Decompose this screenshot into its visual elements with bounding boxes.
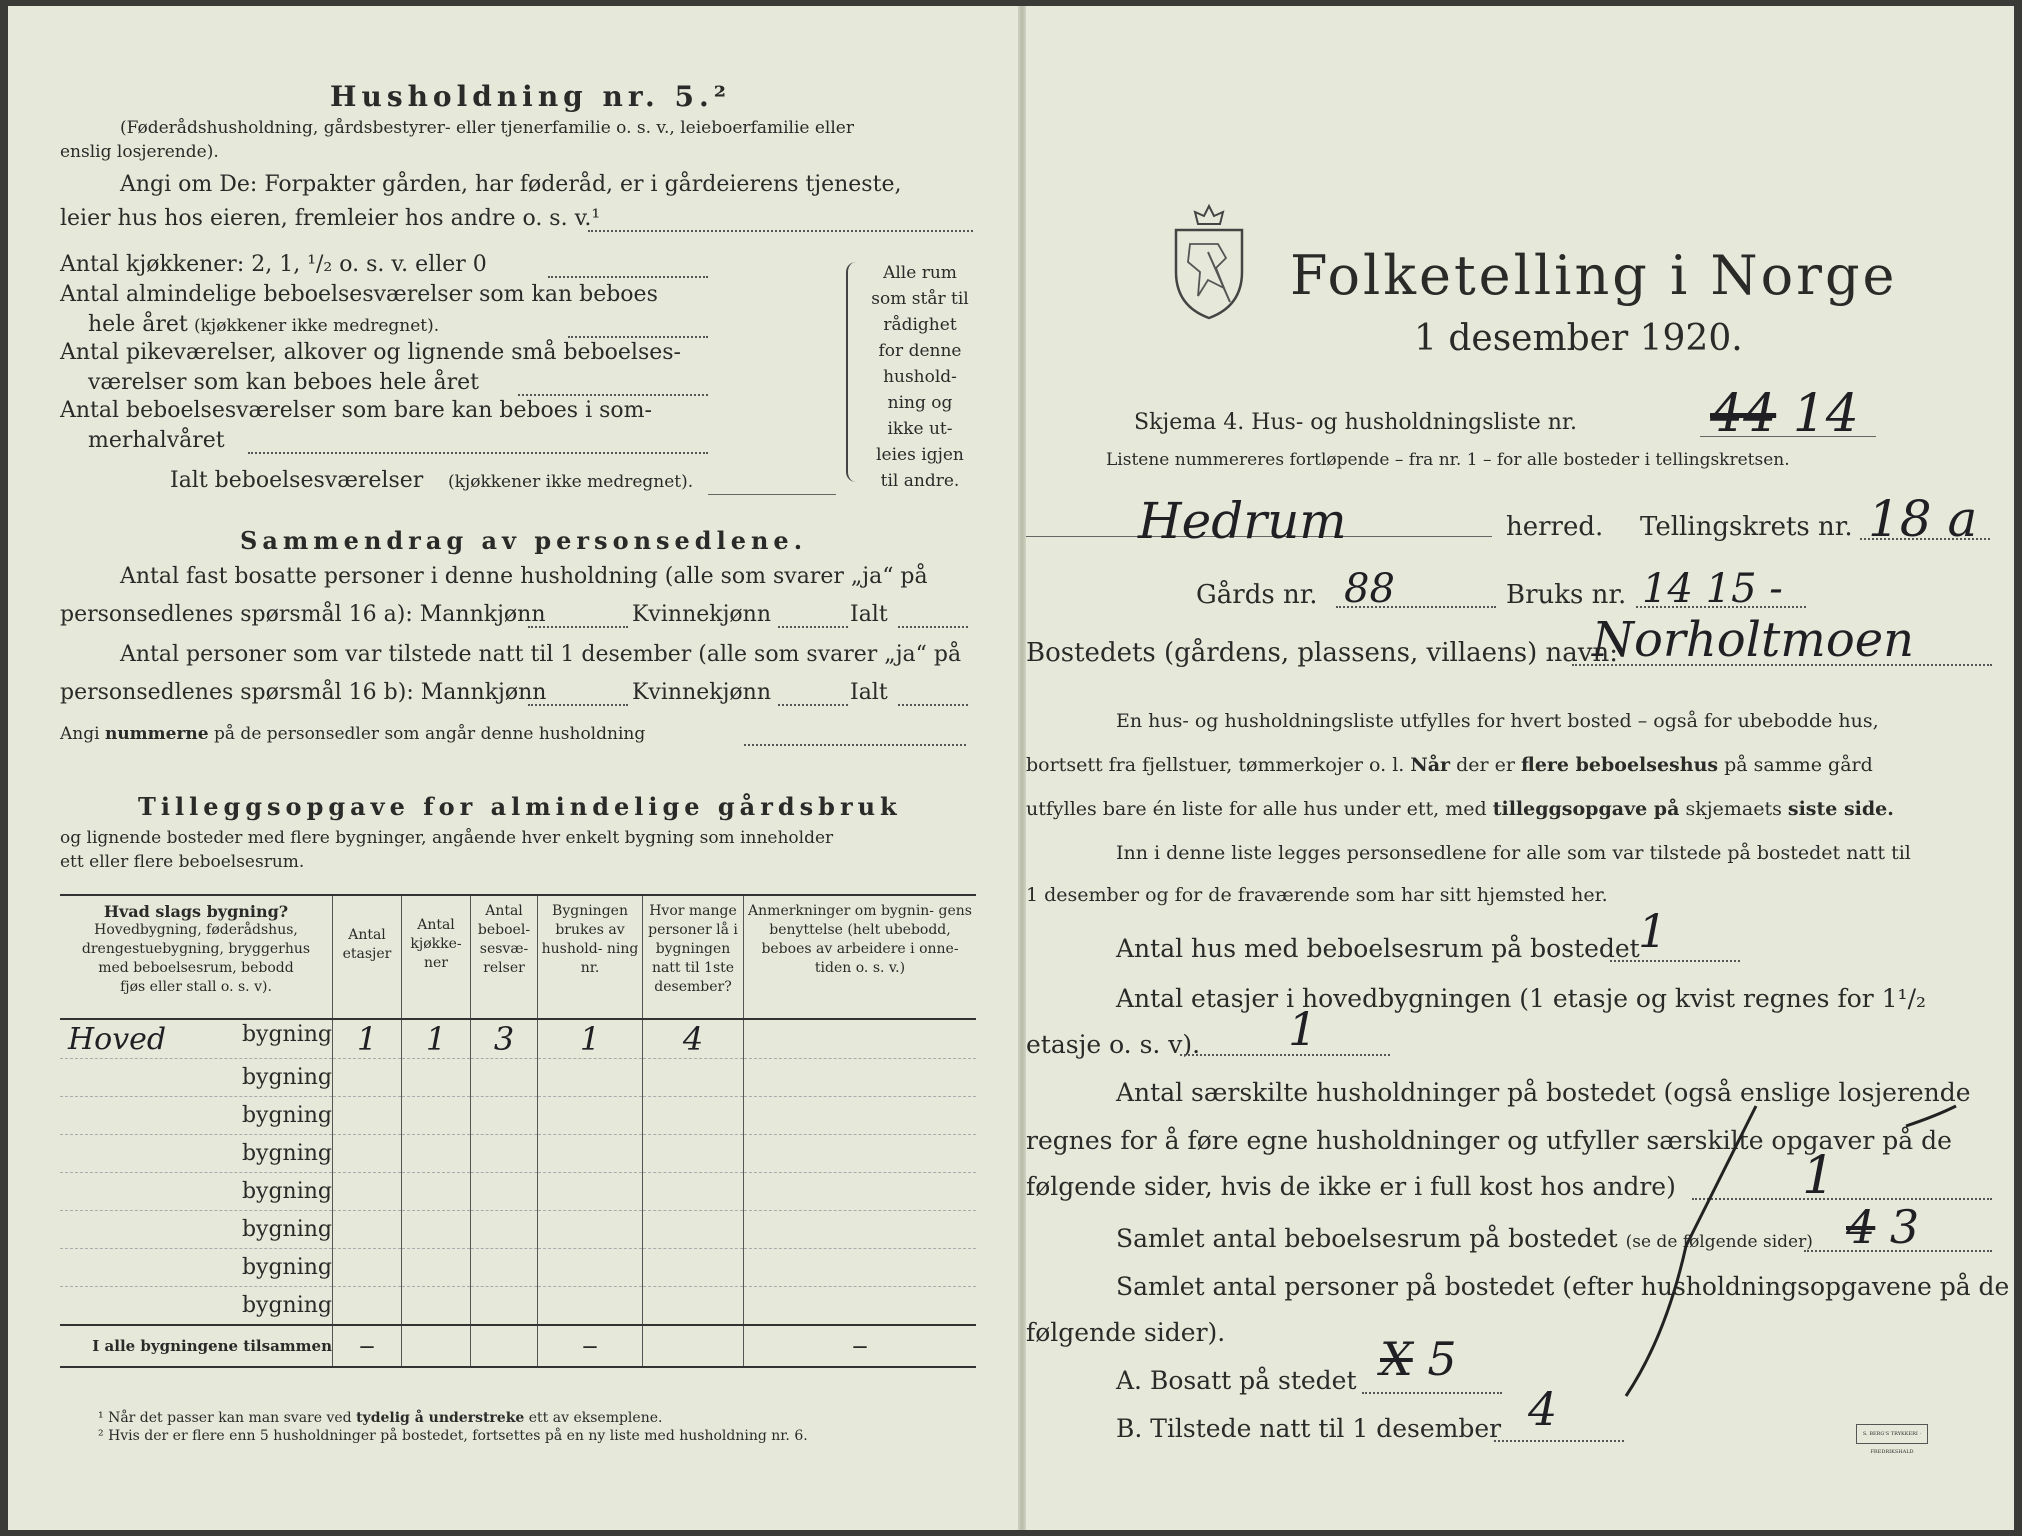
households-value: 1 — [1802, 1146, 1836, 1206]
building-label: bygning — [60, 1173, 333, 1211]
cell-floors: 1 — [333, 1019, 402, 1059]
angi-line-1: Angi om De: Forpakter gården, har føderåd, er i gårdeierens tjeneste, — [120, 172, 902, 197]
total-rooms-place-label: Samlet antal beboelsesrum på bostedet (se de følgende sider) — [1116, 1224, 1813, 1253]
households-label-1: Antal særskilte husholdninger på bostedet (også enslige losjerende — [1116, 1078, 1971, 1107]
summary-total-answer-2 — [898, 704, 968, 706]
total-persons-label-2: følgende sider). — [1026, 1318, 1226, 1347]
building-label: bygning — [60, 1249, 333, 1287]
page-fold — [1018, 6, 1026, 1530]
floors-value: 1 — [1288, 1002, 1318, 1056]
place-name-label: Bostedets (gårdens, plassens, villaens) navn: — [1026, 638, 1618, 668]
herred-label: herred. — [1506, 512, 1604, 542]
holding-number-value: 14 15 - — [1642, 566, 1783, 612]
farm-number-label: Gårds nr. — [1196, 580, 1318, 610]
summer-rooms-answer — [248, 452, 708, 454]
table-row — [60, 1097, 976, 1135]
schema-label: Skjema 4. Hus- og husholdningsliste nr. — [1134, 410, 1577, 435]
summer-rooms-label-1: Antal beboelsesværelser som bare kan beboes i som- — [60, 398, 652, 423]
floors-label-2: etasje o. s. v). — [1026, 1030, 1201, 1059]
building-label: bygning — [60, 1135, 333, 1173]
households-label-3: følgende sider, hvis de ikke er i full kost hos andre) — [1026, 1172, 1676, 1201]
total-label: I alle bygningene tilsammen — [60, 1325, 333, 1367]
kitchens-label: Antal kjøkkener: 2, 1, ¹/₂ o. s. v. eller 0 — [60, 252, 487, 277]
household-title: Husholdning nr. 5.² — [330, 80, 732, 113]
summary-female-answer — [778, 626, 848, 628]
cell-persons: 4 — [643, 1019, 744, 1059]
supplement-line-2: ett eller flere beboelsesrum. — [60, 852, 305, 872]
resident-label: A. Bosatt på stedet — [1116, 1366, 1357, 1395]
instr-3: utfylles bare én liste for alle hus under ett, med tilleggsopgave på skjemaets siste side. — [1026, 798, 1894, 820]
present-value: 4 — [1528, 1382, 1558, 1436]
left-page — [8, 6, 1018, 1530]
rooms-answer — [568, 336, 708, 338]
household-subtitle-2: enslig losjerende). — [60, 142, 219, 162]
instr-1: En hus- og husholdningsliste utfylles for hvert bosted – også for ubebodde hus, — [1116, 710, 1879, 732]
herred-value: Hedrum — [1138, 492, 1347, 550]
present-label: B. Tilstede natt til 1 desember — [1116, 1414, 1502, 1443]
summary-line-2: personsedlenes spørsmål 16 a): Mannkjønn — [60, 602, 546, 627]
table-row — [60, 1287, 976, 1326]
buildings-table — [60, 894, 976, 1368]
maid-rooms-label-2: værelser som kan beboes hele året — [88, 370, 479, 395]
total-rooms-label: Ialt beboelsesværelser — [170, 468, 424, 493]
building-label: bygning — [60, 1211, 333, 1249]
supplement-title: Tilleggsopgave for almindelige gårdsbruk — [138, 792, 902, 821]
place-name-value: Norholtmoen — [1592, 612, 1915, 668]
instr-2: bortsett fra fjellstuer, tømmerkojer o. l. Når der er flere beboelseshus på samme gård — [1026, 754, 1873, 776]
summary-line-3: Antal personer som var tilstede natt til 1 desember (alle som svarer „ja“ på — [120, 642, 962, 667]
summary-line-1: Antal fast bosatte personer i denne husholdning (alle som svarer „ja“ på — [120, 564, 928, 589]
col-remarks: Anmerkninger om bygnin- gens benyttelse (helt ubebodd, beboes av arbeidere i onne- tiden o. s. v.) — [744, 895, 977, 1019]
footnote-1: ¹ Når det passer kan man svare ved tydelig å understreke ett av eksemplene. — [98, 1410, 663, 1426]
table-row — [60, 1249, 976, 1287]
footnote-2: ² Hvis der er flere enn 5 husholdninger på bostedet, fortsettes på en ny liste med husholdning nr. 6. — [98, 1428, 808, 1444]
rooms-label-2: hele året — [88, 312, 188, 337]
floors-line — [1180, 1054, 1390, 1056]
building-label: bygning — [60, 1097, 333, 1135]
holding-number-label: Bruks nr. — [1506, 580, 1627, 610]
summary-total-label: Ialt — [850, 602, 888, 627]
supplement-line-1: og lignende bosteder med flere bygninger, angående hver enkelt bygning som inneholder — [60, 828, 834, 848]
table-header-row — [60, 895, 976, 1019]
table-row — [60, 1019, 976, 1059]
summary-total-answer — [898, 626, 968, 628]
total-rooms-answer — [708, 494, 836, 495]
present-line — [1494, 1440, 1624, 1442]
check-stroke-mark — [1606, 1086, 2006, 1486]
kitchens-answer — [548, 276, 708, 278]
building-label: Hoved bygning — [60, 1019, 333, 1059]
district-value: 18 a — [1868, 490, 1978, 548]
rooms-label-2b: (kjøkkener ikke medregnet). — [194, 316, 440, 336]
brace-bracket — [846, 262, 860, 482]
maid-rooms-answer — [518, 394, 708, 396]
col-building-type: Hvad slags bygning? Hovedbygning, føderådshus, drengestuebygning, bryggerhus med beboelsesrum, bebodd fjøs eller stall o. s. v). — [60, 895, 333, 1019]
side-note: Alle rum som står til rådighet for denne hushold- ning og ikke ut- leies igjen til andre. — [871, 263, 969, 491]
summer-rooms-label-2: merhalvåret — [88, 428, 225, 453]
right-page — [1026, 6, 2014, 1530]
form-title: Folketelling i Norge — [1290, 244, 1898, 307]
angi-line-2: leier hus hos eieren, fremleier hos andre o. s. v.¹ — [60, 206, 601, 231]
houses-label: Antal hus med beboelsesrum på bostedet — [1116, 934, 1640, 963]
households-label-2: regnes for å føre egne husholdninger og utfyller særskilte opgaver på de — [1026, 1126, 1952, 1155]
numbering-note: Listene nummereres fortløpende – fra nr. 1 – for alle bosteder i tellingskretsen. — [1106, 450, 1790, 470]
summary-male-answer — [528, 626, 628, 628]
rooms-label-1: Antal almindelige beboelsesværelser som kan beboes — [60, 282, 658, 307]
summary-female-label: Kvinnekjønn — [632, 602, 771, 627]
coat-of-arms-icon — [1168, 202, 1250, 322]
summary-female-answer-2 — [778, 704, 848, 706]
farm-number-value: 88 — [1344, 566, 1395, 612]
col-rooms: Antal beboel- sesvæ- relser — [471, 895, 538, 1019]
col-floors: Antal etasjer — [333, 895, 402, 1019]
printer-stamp: S. BERG'S TRYKKERI · FREDRIKSHALD — [1856, 1424, 1928, 1444]
building-label: bygning — [60, 1059, 333, 1097]
table-row — [60, 1059, 976, 1097]
resident-line — [1362, 1392, 1502, 1394]
building-label: bygning — [60, 1287, 333, 1326]
table-row — [60, 1211, 976, 1249]
census-form-sheet — [8, 6, 2014, 1530]
summary-numbers-answer — [744, 744, 966, 746]
table-total-row: I alle bygningene tilsammen — — — — [60, 1325, 976, 1367]
instr-5: 1 desember og for de fraværende som har sitt hjemsted her. — [1026, 884, 1608, 906]
summary-female-label-2: Kvinnekjønn — [632, 680, 771, 705]
summary-total-label-2: Ialt — [850, 680, 888, 705]
form-date: 1 desember 1920. — [1414, 318, 1743, 359]
cell-used-by: 1 — [538, 1019, 643, 1059]
summary-title: Sammendrag av personsedlene. — [240, 526, 808, 555]
houses-value: 1 — [1638, 904, 1668, 958]
angi-answer-line — [588, 230, 973, 232]
col-used-by: Bygningen brukes av hushold- ning nr. — [538, 895, 643, 1019]
summary-line-4: personsedlenes spørsmål 16 b): Mannkjønn — [60, 680, 547, 705]
cell-rooms: 3 — [471, 1019, 538, 1059]
table-row — [60, 1173, 976, 1211]
summary-line-5: Angi nummerne på de personsedler som angår denne husholdning — [60, 724, 646, 744]
resident-value: X 5 — [1380, 1332, 1457, 1386]
cell-remarks — [744, 1019, 977, 1059]
col-kitchens: Antal kjøkke- ner — [402, 895, 471, 1019]
district-label: Tellingskrets nr. — [1640, 512, 1853, 542]
summary-male-answer-2 — [528, 704, 628, 706]
total-rooms-place-value: 4 3 — [1846, 1200, 1920, 1254]
col-persons: Hvor mange personer lå i bygningen natt til 1ste desember? — [643, 895, 744, 1019]
schema-number: 44 14 — [1710, 384, 1859, 444]
household-subtitle: (Føderådshusholdning, gårdsbestyrer- eller tjenerfamilie o. s. v., leieboerfamilie eller — [120, 118, 854, 138]
maid-rooms-label-1: Antal pikeværelser, alkover og lignende små beboelses- — [60, 340, 681, 365]
houses-line — [1610, 960, 1740, 962]
total-rooms-label-2: (kjøkkener ikke medregnet). — [448, 472, 694, 492]
table-row — [60, 1135, 976, 1173]
floors-label-1: Antal etasjer i hovedbygningen (1 etasje og kvist regnes for 1¹/₂ — [1116, 984, 1927, 1013]
instr-4: Inn i denne liste legges personsedlene for alle som var tilstede på bostedet natt til — [1116, 842, 1911, 864]
cell-kitchens: 1 — [402, 1019, 471, 1059]
total-persons-label-1: Samlet antal personer på bostedet (efter husholdningsopgavene på de — [1116, 1272, 2010, 1301]
